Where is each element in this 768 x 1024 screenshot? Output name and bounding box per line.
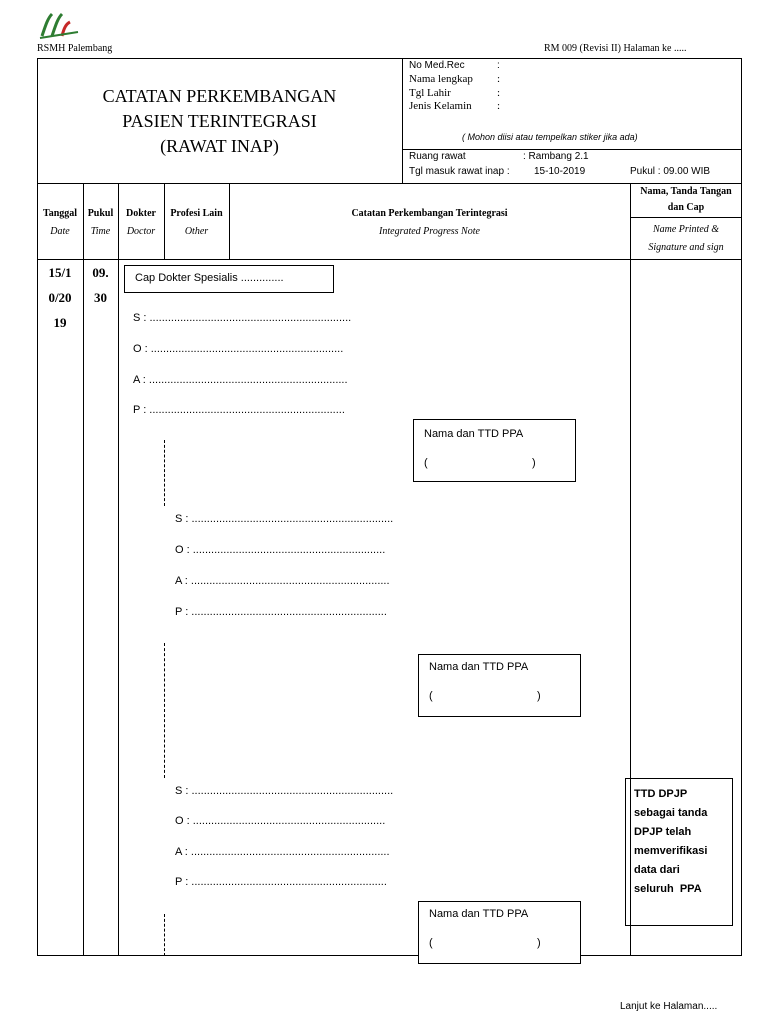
col-header-catatan: Catatan Perkembangan Terintegrasi Integrated Progress Note (351, 208, 508, 237)
dpjp-line: seluruh PPA (634, 883, 702, 895)
soap-o: O : ............................................................... (175, 544, 386, 556)
paren-open: ( (429, 937, 433, 949)
soap-a: A : ................................................................. (175, 846, 390, 858)
dpjp-line: sebagai tanda (634, 807, 708, 819)
continue-note: Lanjut ke Halaman..... (620, 1001, 718, 1012)
ttd-ppa-box (418, 901, 581, 964)
hospital-logo (38, 10, 82, 42)
ttd-ppa-label: Nama dan TTD PPA (424, 428, 524, 440)
cap-dokter-label: Cap Dokter Spesialis .............. (135, 272, 284, 284)
field-sep: : (497, 87, 501, 99)
paren-close: ) (532, 457, 536, 469)
soap-p: P : ................................................................ (175, 876, 387, 888)
paren-open: ( (429, 690, 433, 702)
tgl-masuk-label: Tgl masuk rawat inap : (409, 166, 510, 177)
col-header-nama: Nama, Tanda Tangan dan Cap (640, 186, 732, 213)
divider (402, 58, 403, 183)
column-divider (118, 183, 119, 956)
divider (402, 149, 742, 150)
field-label-jenis-kelamin: Jenis Kelamin (409, 100, 472, 112)
ttd-ppa-box (413, 419, 576, 482)
entry-time: 09. 30 (92, 265, 109, 305)
field-label-tgl-lahir: Tgl Lahir (409, 87, 451, 99)
dashed-connector (164, 440, 165, 506)
cap-dokter-box (124, 265, 334, 293)
header-row-divider (630, 217, 742, 218)
title-line: PASIEN TERINTEGRASI (122, 111, 317, 131)
form-reference: RM 009 (Revisi II) Halaman ke ..... (544, 43, 687, 54)
soap-o: O : ............................................................... (133, 343, 344, 355)
sticker-note: ( Mohon diisi atau tempelkan stiker jika ada) (462, 132, 638, 142)
dashed-connector (164, 914, 165, 956)
form-title (37, 84, 402, 159)
col-header-tanggal: Tanggal Date (42, 208, 78, 237)
soap-o: O : ............................................................... (175, 815, 386, 827)
soap-a: A : ................................................................. (175, 575, 390, 587)
ttd-ppa-label: Nama dan TTD PPA (429, 908, 529, 920)
soap-p: P : ................................................................ (133, 404, 345, 416)
title-line: CATATAN PERKEMBANGAN (102, 86, 337, 106)
field-sep: : (497, 73, 501, 85)
dpjp-line: TTD DPJP (634, 788, 688, 800)
paren-open: ( (424, 457, 428, 469)
soap-s: S : .................................................................. (175, 513, 394, 525)
paren-close: ) (537, 937, 541, 949)
ruang-rawat-value: : Rambang 2.1 (523, 151, 589, 162)
field-sep: : (497, 100, 501, 112)
soap-p: P : ................................................................ (175, 606, 387, 618)
dpjp-line: memverifikasi (634, 845, 708, 857)
ttd-ppa-label: Nama dan TTD PPA (429, 661, 529, 673)
pukul-masuk: Pukul : 09.00 WIB (630, 166, 711, 177)
dashed-connector (164, 643, 165, 778)
dpjp-verification-box (625, 778, 733, 926)
col-header-pukul: Pukul Time (87, 208, 114, 237)
title-line: (RAWAT INAP) (160, 136, 279, 156)
col-header-profesi: Profesi Lain Other (170, 208, 223, 237)
field-label-med-rec: No Med.Rec (409, 60, 465, 71)
entry-date: 15/1 0/20 19 (48, 265, 72, 330)
field-sep: : (497, 60, 500, 71)
ruang-rawat-label: Ruang rawat (409, 151, 466, 162)
dpjp-line: data dari (634, 864, 680, 876)
field-label-nama: Nama lengkap (409, 73, 473, 85)
paren-close: ) (537, 690, 541, 702)
soap-s: S : .................................................................. (133, 312, 352, 324)
header-row-divider (37, 259, 742, 260)
hospital-name: RSMH Palembang (37, 43, 113, 54)
dpjp-line: DPJP telah (634, 826, 692, 838)
col-header-dokter: Dokter Doctor (126, 208, 156, 237)
tgl-masuk-value: 15-10-2019 (534, 166, 586, 177)
col-header-nama-sub: Name Printed & Signature and sign (648, 224, 724, 253)
soap-a: A : ................................................................. (133, 374, 348, 386)
ttd-ppa-box (418, 654, 581, 717)
soap-s: S : .................................................................. (175, 785, 394, 797)
